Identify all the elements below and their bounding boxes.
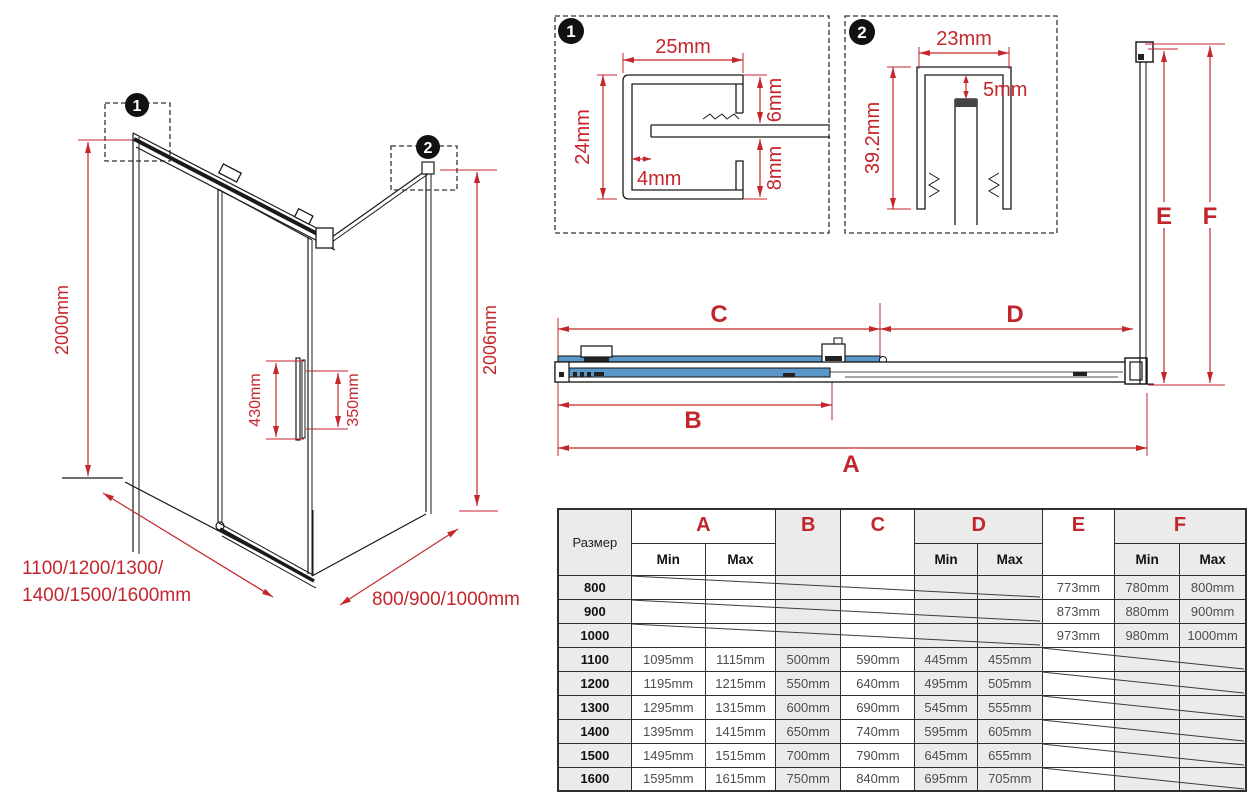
size-table-grid	[557, 508, 1247, 792]
cell-a-max	[705, 623, 775, 647]
cell-f-max	[1180, 743, 1246, 767]
cell-f-max: 900mm	[1180, 599, 1246, 623]
cell-b: 700mm	[776, 743, 841, 767]
cell-a-min: 1495mm	[631, 743, 705, 767]
table-header-a: A	[631, 509, 775, 543]
cell-f-min: 880mm	[1115, 599, 1180, 623]
cell-f-min	[1115, 719, 1180, 743]
cell-d-max: 505mm	[977, 671, 1042, 695]
row-size-label: 1100	[558, 647, 631, 671]
dim-label-4mm: 4mm	[637, 168, 682, 190]
cell-e	[1042, 695, 1114, 719]
cell-a-min: 1195mm	[631, 671, 705, 695]
cell-a-min	[631, 623, 705, 647]
cell-d-max: 655mm	[977, 743, 1042, 767]
cell-e	[1042, 767, 1114, 791]
cell-c: 840mm	[841, 767, 915, 791]
table-row	[558, 719, 1246, 743]
table-header-size: Размер	[558, 509, 631, 575]
cell-b: 600mm	[776, 695, 841, 719]
bottom-track	[219, 523, 316, 588]
dim-label-25mm: 25mm	[655, 36, 711, 58]
cell-f-max	[1180, 671, 1246, 695]
dim-label-c: C	[710, 301, 728, 328]
table-header-f-min: Min	[1115, 543, 1180, 575]
isometric-view	[10, 70, 545, 630]
table-row	[558, 767, 1246, 791]
cell-c	[841, 575, 915, 599]
dim-label-e: E	[1155, 203, 1173, 230]
cell-f-max	[1180, 647, 1246, 671]
detail-1-number: 1	[566, 22, 576, 41]
cell-d-min: 495mm	[915, 671, 977, 695]
table-header-d-min: Min	[915, 543, 977, 575]
cell-d-min	[915, 599, 977, 623]
table-row	[558, 623, 1246, 647]
table-header-d: D	[915, 509, 1042, 543]
table-header-c: C	[841, 509, 915, 575]
dim-label-b: B	[684, 407, 702, 434]
table-header-e: E	[1042, 509, 1114, 575]
cell-e: 873mm	[1042, 599, 1114, 623]
cell-b: 650mm	[776, 719, 841, 743]
row-size-label: 900	[558, 599, 631, 623]
door-handle-inner	[302, 360, 305, 438]
size-table	[557, 508, 1247, 790]
row-size-label: 1600	[558, 767, 631, 791]
row-size-label: 1400	[558, 719, 631, 743]
dim-a	[558, 448, 1147, 478]
cell-d-min: 645mm	[915, 743, 977, 767]
cell-d-min: 545mm	[915, 695, 977, 719]
side-panel-top-cap	[422, 162, 434, 174]
dim-label-23mm: 23mm	[936, 28, 992, 50]
dim-label-width-2: 1400/1500/1600mm	[22, 585, 192, 606]
row-size-label: 800	[558, 575, 631, 599]
cell-c: 690mm	[841, 695, 915, 719]
top-track	[133, 133, 335, 250]
cell-f-min: 780mm	[1115, 575, 1180, 599]
dim-label-6mm: 6mm	[764, 77, 786, 123]
cell-c: 790mm	[841, 743, 915, 767]
table-row	[558, 671, 1246, 695]
cell-a-min: 1095mm	[631, 647, 705, 671]
cell-a-min: 1295mm	[631, 695, 705, 719]
cell-a-min	[631, 575, 705, 599]
detail-2-number: 2	[857, 23, 867, 42]
cell-e	[1042, 743, 1114, 767]
marker-2-number: 2	[423, 140, 433, 157]
cell-d-min	[915, 575, 977, 599]
dim-label-5mm: 5mm	[983, 79, 1028, 101]
left-cap-mark	[559, 372, 564, 377]
cell-e	[1042, 671, 1114, 695]
cell-a-max: 1315mm	[705, 695, 775, 719]
dim-label-a: A	[842, 451, 860, 478]
cell-c: 590mm	[841, 647, 915, 671]
cell-e	[1042, 719, 1114, 743]
dim-label-depth: 800/900/1000mm	[372, 589, 520, 610]
corner-post	[316, 228, 333, 248]
cell-a-min: 1595mm	[631, 767, 705, 791]
dim-label-24mm: 24mm	[572, 109, 594, 165]
cell-f-max: 800mm	[1180, 575, 1246, 599]
cell-a-max	[705, 599, 775, 623]
table-header-b: B	[776, 509, 841, 575]
cell-d-max: 455mm	[977, 647, 1042, 671]
roller-carriage-1	[581, 346, 612, 357]
dim-label-2006mm: 2006mm	[480, 304, 500, 376]
table-row	[558, 743, 1246, 767]
cell-d-min: 445mm	[915, 647, 977, 671]
cell-d-min: 695mm	[915, 767, 977, 791]
row-size-label: 1000	[558, 623, 631, 647]
dim-f	[1196, 46, 1224, 383]
cell-f-min	[1115, 671, 1180, 695]
table-header-a-min: Min	[631, 543, 705, 575]
cell-f-max	[1180, 767, 1246, 791]
dim-label-39-2mm: 39.2mm	[862, 101, 884, 175]
cell-d-max: 605mm	[977, 719, 1042, 743]
dim-d	[880, 301, 1133, 329]
cell-d-max	[977, 575, 1042, 599]
dim-e	[1150, 51, 1178, 383]
cell-f-max: 1000mm	[1180, 623, 1246, 647]
cell-f-min	[1115, 743, 1180, 767]
cell-a-min: 1395mm	[631, 719, 705, 743]
dim-label-d: D	[1006, 301, 1024, 328]
cell-c	[841, 599, 915, 623]
dim-width	[22, 493, 273, 606]
cell-f-min	[1115, 695, 1180, 719]
table-header-a-max: Max	[705, 543, 775, 575]
row-size-label: 1300	[558, 695, 631, 719]
cell-d-max	[977, 599, 1042, 623]
dim-label-430mm: 430mm	[247, 373, 264, 427]
cell-f-min	[1115, 647, 1180, 671]
cell-f-max	[1180, 719, 1246, 743]
cell-e	[1042, 647, 1114, 671]
dim-label-f: F	[1202, 203, 1218, 230]
side-panel-wall-mark	[1138, 54, 1144, 60]
door-handle	[296, 358, 300, 440]
table-header-f: F	[1115, 509, 1246, 543]
row-size-label: 1200	[558, 671, 631, 695]
dim-b	[558, 405, 832, 434]
dim-label-2000mm: 2000mm	[52, 284, 72, 356]
cell-a-max: 1115mm	[705, 647, 775, 671]
cell-c	[841, 623, 915, 647]
cell-d-min: 595mm	[915, 719, 977, 743]
cell-b	[776, 623, 841, 647]
cell-a-max: 1615mm	[705, 767, 775, 791]
table-header-d-max: Max	[977, 543, 1042, 575]
interlock-pad-1	[825, 356, 842, 361]
plan-view	[553, 28, 1250, 483]
cell-b	[776, 599, 841, 623]
dim-label-width-1: 1100/1200/1300/	[22, 558, 164, 579]
cell-f-min: 980mm	[1115, 623, 1180, 647]
cell-d-min	[915, 623, 977, 647]
row-size-label: 1500	[558, 743, 631, 767]
cell-c: 740mm	[841, 719, 915, 743]
dim-2000mm	[52, 140, 135, 476]
table-row	[558, 599, 1246, 623]
dim-depth	[340, 529, 520, 610]
roller-carriage-1-pad	[584, 357, 609, 362]
dim-350mm	[306, 371, 362, 429]
cell-d-max: 555mm	[977, 695, 1042, 719]
table-row	[558, 647, 1246, 671]
cell-e: 773mm	[1042, 575, 1114, 599]
marker-1-number: 1	[132, 98, 142, 115]
table-header-f-max: Max	[1180, 543, 1246, 575]
cell-b	[776, 575, 841, 599]
cell-e: 973mm	[1042, 623, 1114, 647]
cell-a-max: 1515mm	[705, 743, 775, 767]
fixed-glass-panel	[133, 133, 139, 554]
cell-a-max: 1415mm	[705, 719, 775, 743]
table-row	[558, 695, 1246, 719]
cell-b: 500mm	[776, 647, 841, 671]
cell-b: 750mm	[776, 767, 841, 791]
cell-d-max: 705mm	[977, 767, 1042, 791]
cell-a-max	[705, 575, 775, 599]
cell-a-min	[631, 599, 705, 623]
cell-a-max: 1215mm	[705, 671, 775, 695]
dim-label-8mm: 8mm	[764, 145, 786, 191]
dim-2006mm	[440, 170, 500, 511]
cell-d-max	[977, 623, 1042, 647]
table-row	[558, 575, 1246, 599]
dim-label-350mm: 350mm	[345, 373, 362, 427]
cell-b: 550mm	[776, 671, 841, 695]
cell-f-max	[1180, 695, 1246, 719]
dim-c	[558, 301, 880, 329]
cell-c: 640mm	[841, 671, 915, 695]
cell-f-min	[1115, 767, 1180, 791]
